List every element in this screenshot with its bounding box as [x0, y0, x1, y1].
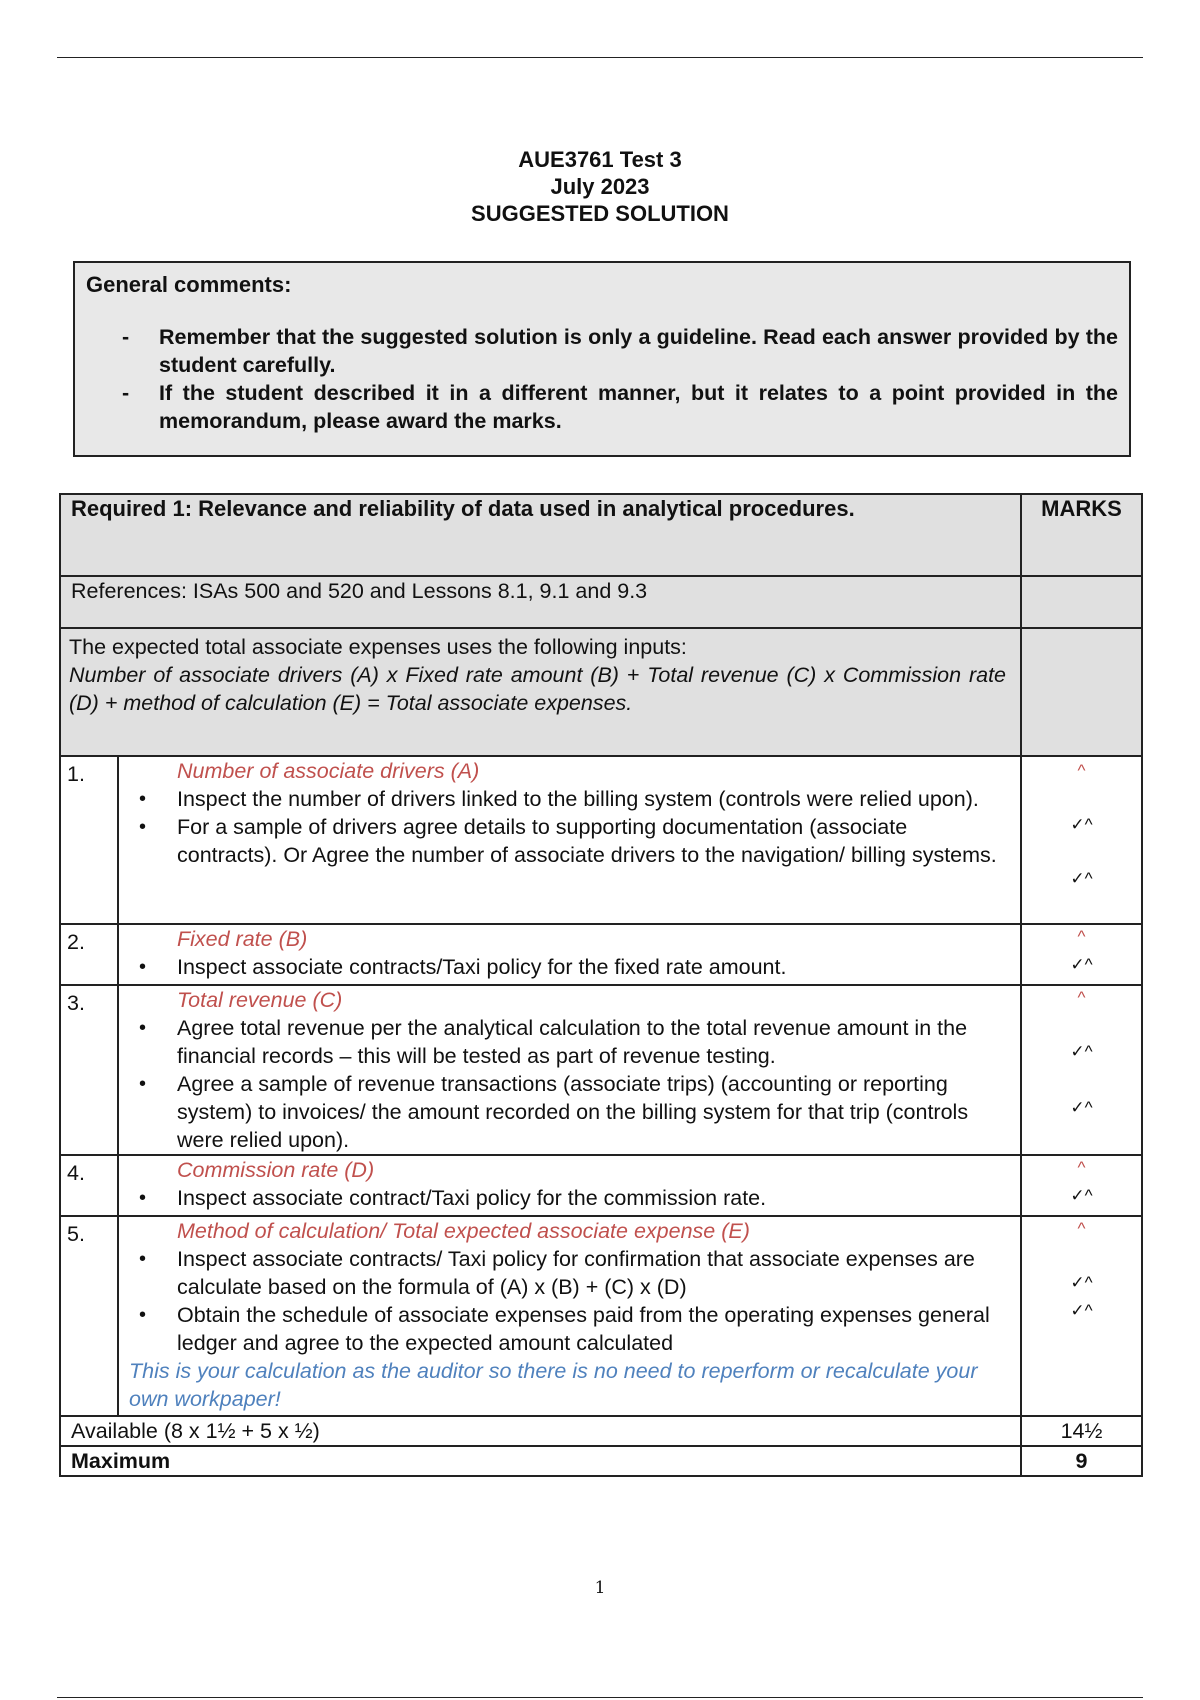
available-row — [60, 1416, 1142, 1446]
available-value: 14½ — [1021, 1416, 1142, 1446]
page-number: 1 — [594, 1578, 606, 1598]
row-subheading: Total revenue (C) — [177, 988, 343, 1012]
references-marks-cell — [1021, 576, 1142, 628]
list-item: • Agree a sample of revenue transactions (associate trips) (accounting or reporting system) to invoices/ the amount recorded on the billing system for that trip (controls were relied upon). — [119, 1070, 1008, 1154]
inputs-formula: Number of associate drivers (A) x Fixed rate amount (B) + Total revenue (C) x Commission rate (D) + method of calculation (E) = Total associate expenses. — [69, 663, 1007, 715]
dash-marker: - — [122, 325, 130, 349]
course-title: AUE3761 Test 3 — [518, 147, 682, 172]
marks-heading: MARKS — [1021, 494, 1142, 576]
point-list — [119, 953, 1008, 981]
tick-mark: ✓^ — [1070, 1098, 1093, 1117]
caret-mark: ^ — [1077, 988, 1086, 1007]
inputs-marks-cell — [1021, 628, 1142, 756]
row-number: 4. — [60, 1155, 118, 1216]
caret-mark: ^ — [1077, 1219, 1086, 1238]
maximum-value: 9 — [1021, 1446, 1142, 1476]
inputs-intro: The expected total associate expenses uses the following inputs: — [69, 635, 687, 659]
point-list — [119, 1184, 1008, 1212]
row-content — [118, 1155, 1021, 1216]
references-text: References: ISAs 500 and 520 and Lessons 8.1, 9.1 and 9.3 — [60, 576, 1021, 628]
row-content — [118, 1216, 1021, 1416]
table-row — [60, 924, 1142, 985]
table-header-row — [60, 494, 1142, 576]
row-content — [118, 924, 1021, 985]
general-comment-item: - If the student described it in a different manner, but it relates to a point provided in the memorandum, please award the marks. — [122, 381, 1118, 433]
list-item: • Inspect the number of drivers linked to the billing system (controls were relied upon). — [119, 785, 1008, 813]
bottom-rule — [57, 1697, 1143, 1698]
top-rule — [57, 57, 1143, 58]
row-marks — [1021, 1216, 1142, 1416]
point-list — [119, 1014, 1008, 1154]
list-item: • Obtain the schedule of associate expenses paid from the operating expenses general ledger and agree to the expected amount calculated — [119, 1301, 1008, 1357]
list-item: • Inspect associate contracts/ Taxi policy for confirmation that associate expenses are calculate based on the formula of (A) x (B) + (C) x (D) — [119, 1245, 1008, 1301]
table-row — [60, 1216, 1142, 1416]
list-item: • Agree total revenue per the analytical calculation to the total revenue amount in the financial records – this will be tested as part of revenue testing. — [119, 1014, 1008, 1070]
tick-mark: ✓^ — [1070, 815, 1093, 834]
list-item: • Inspect associate contract/Taxi policy for the commission rate. — [119, 1184, 1008, 1212]
solution-title: SUGGESTED SOLUTION — [471, 201, 729, 226]
table-row — [60, 985, 1142, 1155]
references-row — [60, 576, 1142, 628]
solution-table — [59, 493, 1143, 1477]
caret-mark: ^ — [1077, 1158, 1086, 1177]
row-number: 5. — [60, 1216, 118, 1416]
tick-mark: ✓^ — [1070, 955, 1093, 974]
inputs-row — [60, 628, 1142, 756]
auditor-note: This is your calculation as the auditor so there is no need to reperform or recalculate your own workpaper! — [129, 1359, 978, 1411]
point-list — [119, 1245, 1008, 1357]
general-comment-item: - Remember that the suggested solution is only a guideline. Read each answer provided by the student carefully. — [122, 325, 1118, 377]
point-list — [119, 785, 1008, 869]
available-label: Available (8 x 1½ + 5 x ½) — [60, 1416, 1021, 1446]
row-marks — [1021, 924, 1142, 985]
row-subheading: Commission rate (D) — [177, 1158, 375, 1182]
table-row — [60, 1155, 1142, 1216]
test-date: July 2023 — [550, 174, 650, 199]
table-row — [60, 756, 1142, 924]
required-heading: Required 1: Relevance and reliability of data used in analytical procedures. — [60, 494, 1021, 576]
maximum-row — [60, 1446, 1142, 1476]
row-number: 2. — [60, 924, 118, 985]
list-item: • Inspect associate contracts/Taxi policy for the fixed rate amount. — [119, 953, 1008, 981]
tick-mark: ✓^ — [1070, 869, 1093, 888]
caret-mark: ^ — [1077, 927, 1086, 946]
inputs-cell — [60, 628, 1021, 756]
document-heading — [0, 146, 1200, 227]
tick-mark: ✓^ — [1070, 1186, 1093, 1205]
row-marks — [1021, 1155, 1142, 1216]
row-number: 3. — [60, 985, 118, 1155]
list-item: • For a sample of drivers agree details to supporting documentation (associate contracts). Or Agree the number of associate drivers to the navigation/ billing systems. — [119, 813, 1008, 869]
tick-mark: ✓^ — [1070, 1273, 1093, 1292]
tick-mark: ✓^ — [1070, 1301, 1093, 1320]
row-subheading: Method of calculation/ Total expected associate expense (E) — [177, 1219, 750, 1243]
row-marks — [1021, 756, 1142, 924]
dash-marker: - — [122, 381, 130, 405]
row-marks — [1021, 985, 1142, 1155]
row-content — [118, 756, 1021, 924]
general-comments-title: General comments: — [86, 272, 292, 297]
row-content — [118, 985, 1021, 1155]
row-subheading: Number of associate drivers (A) — [177, 759, 480, 783]
row-number: 1. — [60, 756, 118, 924]
row-subheading: Fixed rate (B) — [177, 927, 308, 951]
tick-mark: ✓^ — [1070, 1042, 1093, 1061]
caret-mark: ^ — [1077, 761, 1086, 780]
general-comments-box — [73, 261, 1131, 457]
maximum-label: Maximum — [60, 1446, 1021, 1476]
